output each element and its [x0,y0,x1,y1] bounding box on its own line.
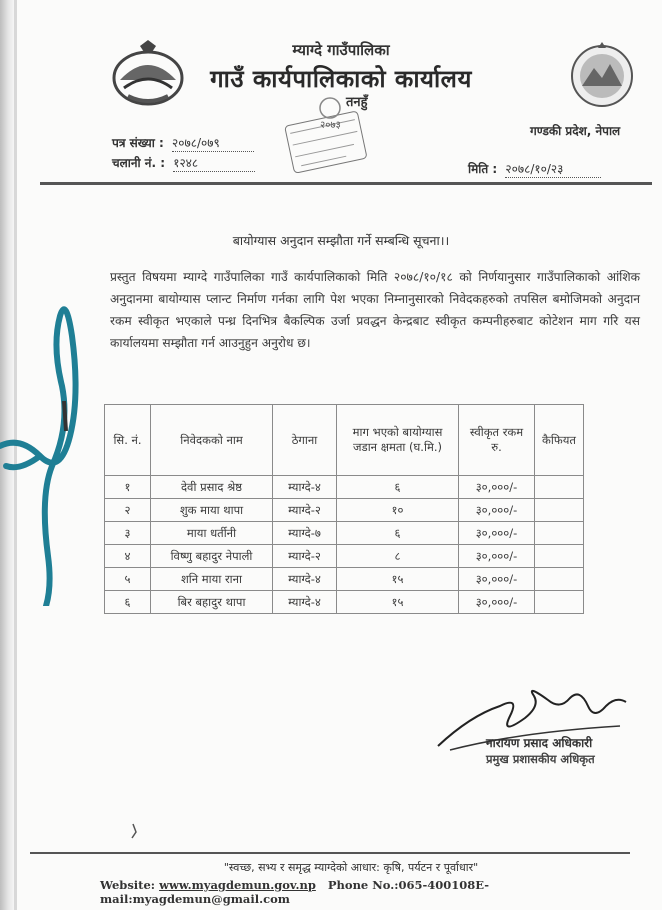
cell-remarks [535,522,584,545]
cell-capacity: १५ [337,568,459,591]
table-row [105,545,584,568]
cell-address: म्याग्दे-७ [273,522,337,545]
table-row [105,499,584,522]
header-capacity: माग भएको बायोग्यास जडान क्षमता (घ.मि.) [337,405,459,476]
cell-serial: १ [105,476,151,499]
cell-name: शनि माया राना [151,568,273,591]
cell-remarks [535,476,584,499]
cell-amount: ३०,०००/- [459,476,535,499]
header-serial: सि. नं. [105,405,151,476]
cell-name: विष्णु बहादुर नेपाली [151,545,273,568]
letter-number-row [112,134,254,152]
table-row [105,568,584,591]
municipality-logo [568,40,636,120]
cell-remarks [535,568,584,591]
footer-slogan: "स्वच्छ, सभ्य र समृद्ध म्याग्देको आधार: कृषि, पर्यटन र पूर्वाधार" [223,861,479,874]
cell-name: माया धर्तीनी [151,522,273,545]
cell-capacity: १५ [337,591,459,614]
cell-name: शुक माया थापा [151,499,273,522]
cell-capacity: ८ [337,545,459,568]
stamp-year: २०७३ [320,120,341,131]
cell-address: म्याग्दे-४ [273,476,337,499]
footer-contact [100,878,662,906]
table-row [105,476,584,499]
header-address: ठेगाना [273,405,337,476]
cell-name: बिर बहादुर थापा [151,591,273,614]
cell-serial: ५ [105,568,151,591]
cell-address: म्याग्दे-२ [273,545,337,568]
table-row [105,591,584,614]
pen-mark [130,822,140,840]
letter-number-value: २०७८/०७९ [172,134,254,152]
header-divider [40,182,652,185]
cell-amount: ३०,०००/- [459,499,535,522]
date-value: २०७८/१०/२३ [505,160,601,178]
cell-amount: ३०,०००/- [459,568,535,591]
office-name: गाउँ कार्यपालिकाको कार्यालय [210,65,472,93]
table-row [105,522,584,545]
province-label: गण्डकी प्रदेश, नेपाल [530,124,621,138]
binding-string [0,296,90,606]
cell-amount: ३०,०००/- [459,522,535,545]
dispatch-number-row [112,154,255,172]
municipality-name: म्याग्दे गाउँपालिका [292,41,390,59]
header-remarks: कैफियत [535,405,584,476]
cell-remarks [535,591,584,614]
phone-email: Phone No.:065-400108E-mail:myagdemun@gmail.com [100,878,490,906]
date-label: मिति : [468,162,498,176]
cell-serial: २ [105,499,151,522]
district-name: तनहुँ [346,95,368,110]
website-label: Website: [100,878,156,892]
notice-subject: बायोग्यास अनुदान सम्झौता गर्ने सम्बन्धि सूचना।। [232,233,450,248]
table-header-row [105,405,584,476]
date-row [468,160,601,178]
cell-capacity: ६ [337,476,459,499]
website-link[interactable]: www.myagdemun.gov.np [159,878,316,892]
cell-remarks [535,499,584,522]
cell-amount: ३०,०००/- [459,545,535,568]
header-applicant-name: निवेदकको नाम [151,405,273,476]
dispatch-number-label: चलानी नं. : [112,156,166,170]
cell-address: म्याग्दे-४ [273,591,337,614]
cell-capacity: ६ [337,522,459,545]
dispatch-number-value: १२४८ [173,154,255,172]
cell-amount: ३०,०००/- [459,591,535,614]
cell-address: म्याग्दे-४ [273,568,337,591]
applicants-table [104,404,584,614]
notice-body: प्रस्तुत विषयमा म्याग्दे गाउँपालिका गाउँ कार्यपालिकाको मिति २०७८/१०/१८ को निर्णयानुसार गाउँपालिकाको आंशिक अनुदानमा बायोग्यास प्लान्ट निर्माण गर्नका लागि पेश भएका निम्नानुसारको निवेदकहरुको तपसिल बमोजिमको अनुदान रकम स्वीकृत भएकाले पन्ध्र दिनभित्र बैकल्पिक उर्जा प्रवद्धन केन्द्रबाट स्वीकृत कम्पनीहरुबाट कोटेशन माग गरि यस कार्यालयमा सम्झौता गर्न आउनुहुन अनुरोध छ। [110,270,640,350]
signatory-title: प्रमुख प्रशासकीय अधिकृत [486,752,595,766]
office-stamp [278,96,374,180]
cell-remarks [535,545,584,568]
cell-serial: ४ [105,545,151,568]
signatory-name: नारायण प्रसाद अधिकारी [486,736,593,750]
footer-divider [30,852,630,854]
cell-address: म्याग्दे-२ [273,499,337,522]
letter-number-label: पत्र संख्या : [112,136,164,150]
header-approved-amount: स्वीकृत रकम रु. [459,405,535,476]
cell-serial: ३ [105,522,151,545]
cell-name: देवी प्रसाद श्रेष्ठ [151,476,273,499]
cell-capacity: १० [337,499,459,522]
cell-serial: ६ [105,591,151,614]
